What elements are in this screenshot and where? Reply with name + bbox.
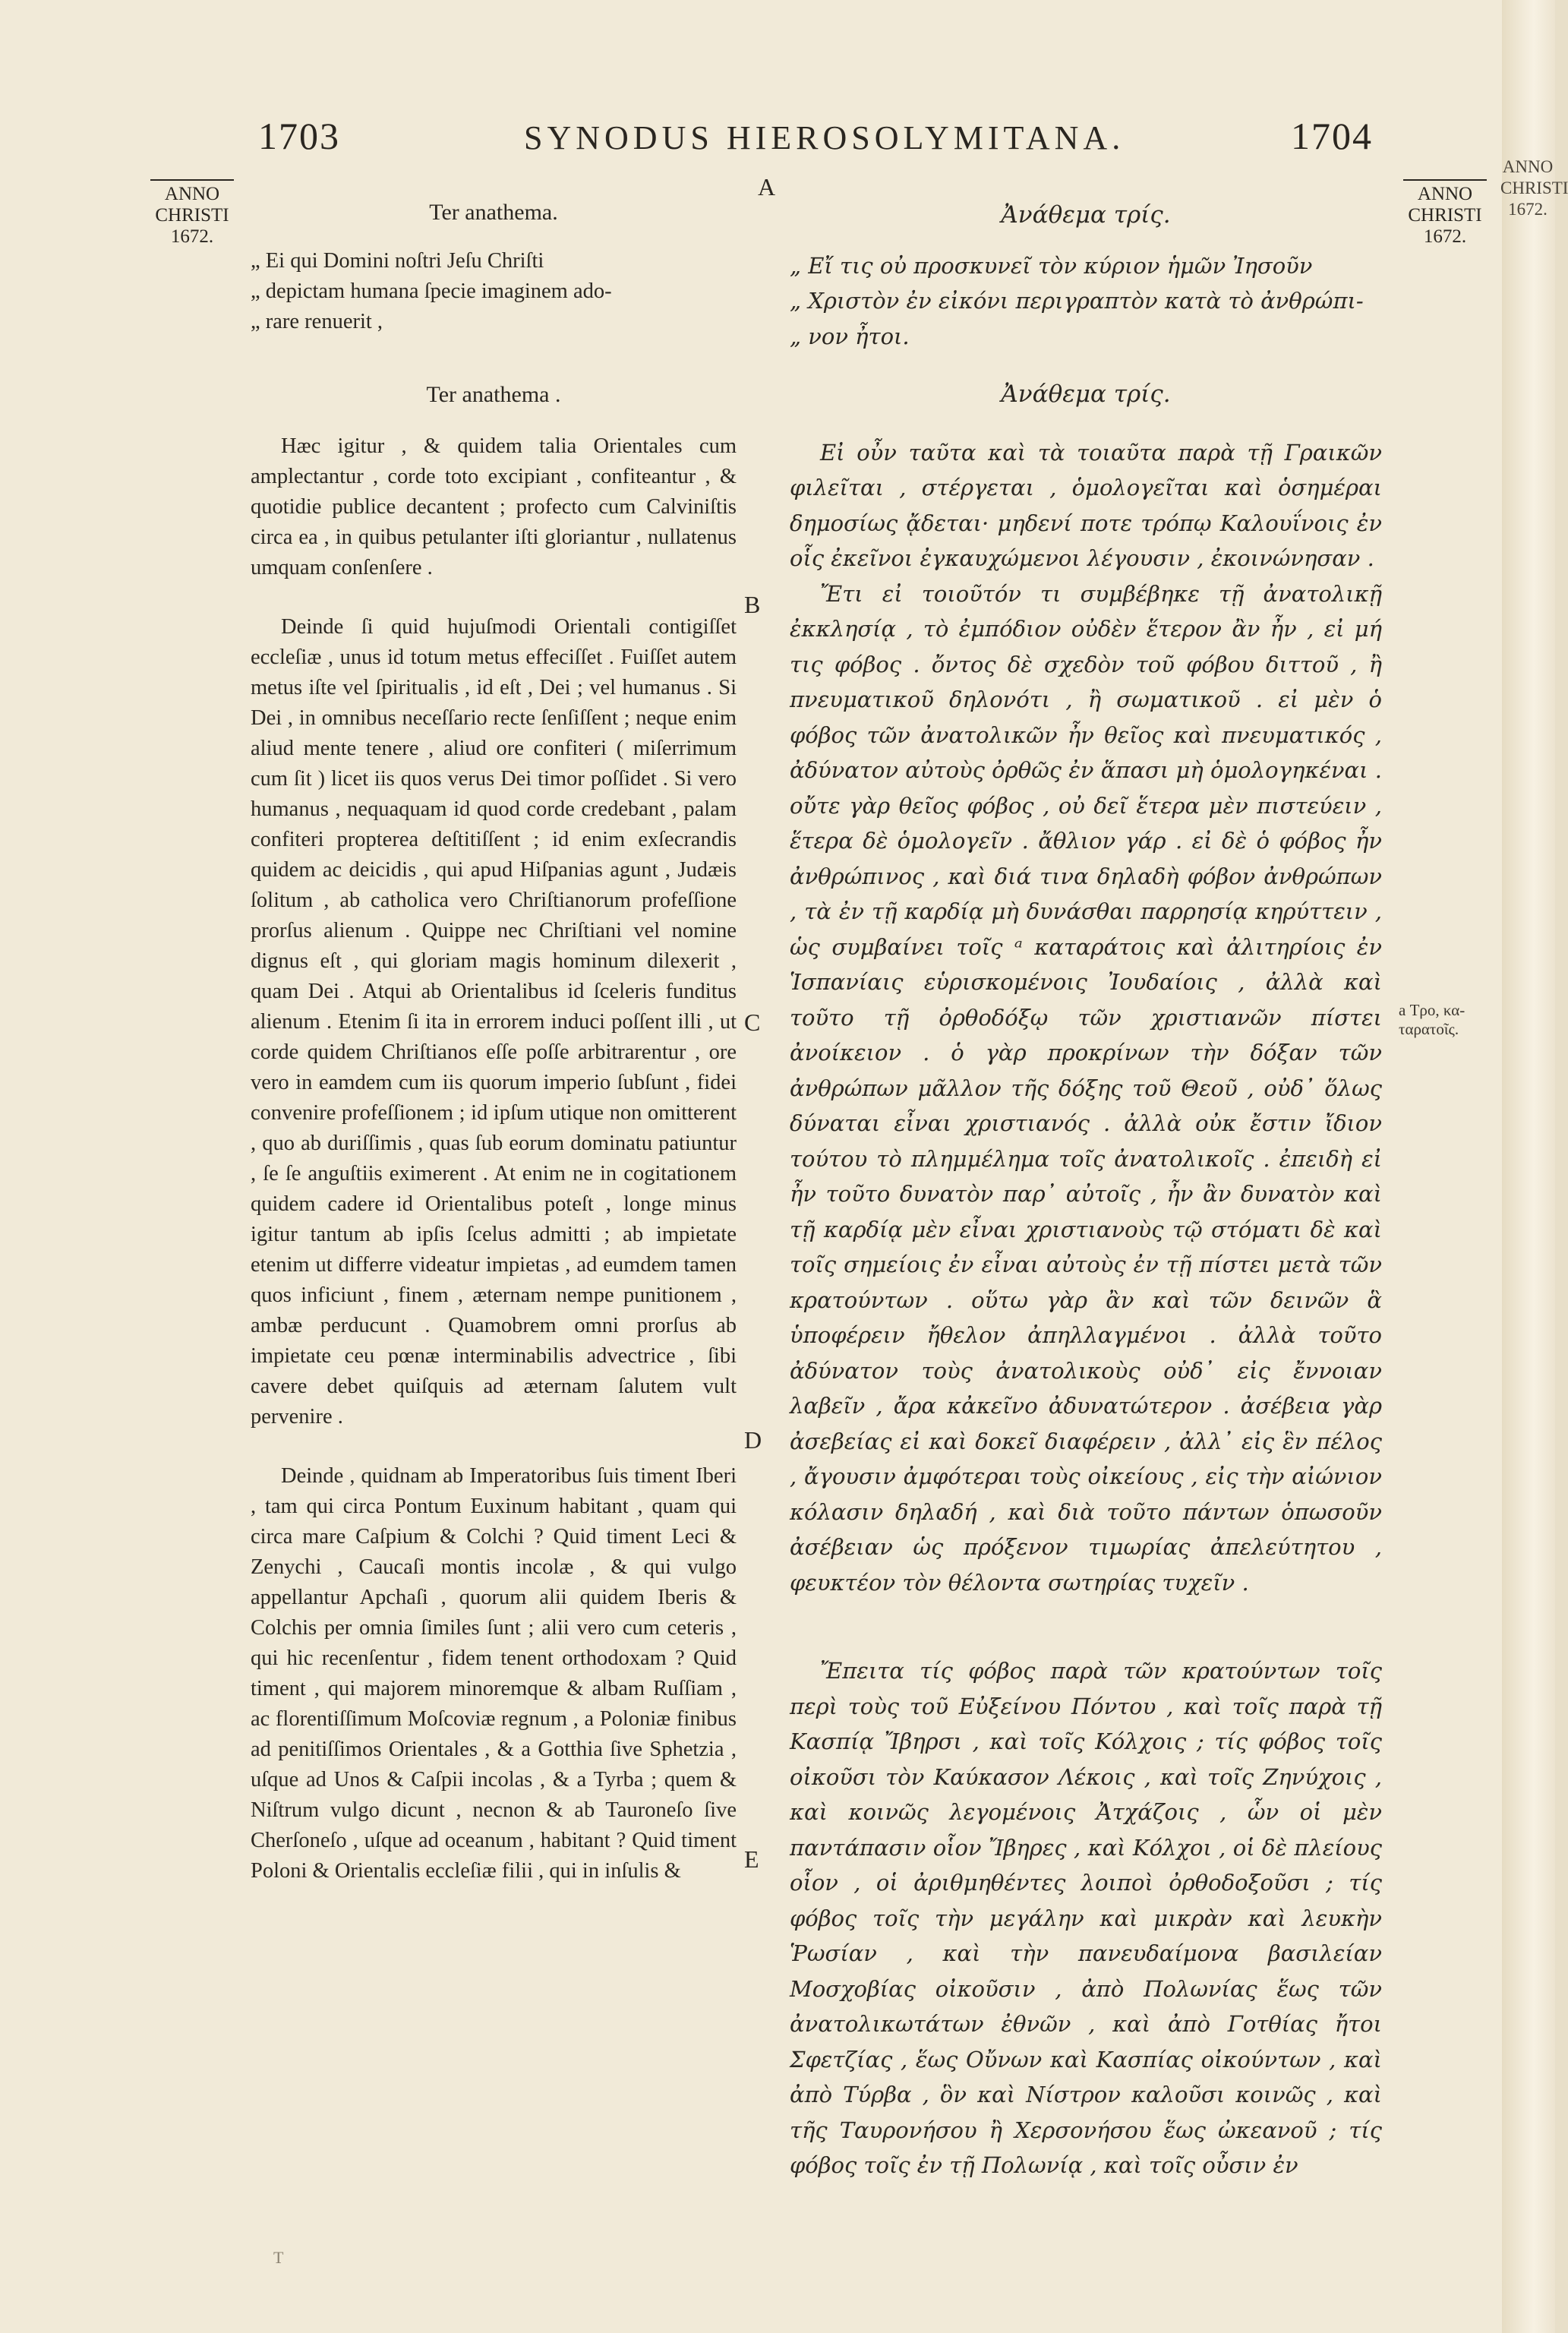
greek-column	[790, 197, 1382, 2183]
section-mark-b: B	[744, 591, 761, 618]
section-mark-c: C	[744, 1009, 761, 1036]
greek-heading-2: Ἀνάθεμα τρίς.	[1001, 380, 1171, 408]
page-number-right: 1704	[1291, 115, 1373, 157]
folio-mark: T	[273, 2248, 284, 2267]
page-number-left: 1703	[258, 115, 340, 157]
section-mark-a: A	[758, 173, 776, 200]
greek-quote-line: „ Εἴ τις οὐ προσκυνεῖ τὸν κύριον ἡμῶν Ἰησοῦν	[790, 252, 1313, 279]
section-mark-d: D	[744, 1426, 762, 1454]
latin-paragraph-2: Deinde ſi quid hujuſmodi Orientali contigiſſet eccleſiæ , unus id totum metus effeciſſet . Fuiſſet autem metus iſte vel ſpiritualis , id eſt , Dei ; vel humanus . Si Dei , in omnibus neceſſario recte ſenſiſſent ; neque enim aliud mente tenere , aliud ore confiteri ( miſerrimum cum ſit ) licet iis quos verus Dei timor poſſidet . Si vero humanus , nequaquam id quod corde credebant , palam confiteri propterea deſtitiſſent ; id enim exſecrandis quidem ac deicidis , qui apud Hiſpanias agunt , Judæis ſolitum , ab catholica vero Chriſtianorum profeſſione prorſus alienum . Quippe nec Chriſtiani vel nomine dignus eſt , qui gloriam magis hominum dilexerit , quam Dei . Atqui ab Orientalibus id ſceleris funditus alienum . Etenim ſi ita in errorem induci poſſent illi , ut corde quidem Chriſtianos eſſe poſſe arbitrarentur , ore vero in eamdem cum iis quorum imperio ſubſunt , fidei convenire profeſſionem ; id ipſum utique non omitterent , quo ab duriſſimis , quas ſub eorum dominatu patiuntur , ſe ſe anguſtiis eximerent . At enim ne in cogitationem quidem cadere id Orientalibus poteſt , longe minus igitur tantum ab ipſis ſcelus admitti ; ab impietate etenim ut differre videatur impietas , ad eumdem tamen quos inficiunt , finem , æternam nempe punitionem , ambæ perducunt . Quamobrem omni prorſus ab impietate ceu pœnæ interminabilis advectrice , ſibi cavere debet quiſquis ad æternam ſalutem vult pervenire .	[251, 615, 737, 1429]
running-title: SYNODUS HIEROSOLYMITANA.	[524, 119, 1125, 156]
side-note: a Τρο, κα-ταρατοῖς.	[1399, 1001, 1465, 1038]
margin-year-right: ANNO CHRISTI 1672.	[1396, 179, 1494, 248]
greek-paragraph-1: Εἰ οὖν ταῦτα καὶ τὰ τοιαῦτα παρὰ τῇ Γραικῶν φιλεῖται , στέργεται , ὁμολογεῖται καὶ ὁσημέραι δημοσίως ᾄδεται· μηδενί ποτε τρόπῳ Καλουΐνοις ἐν οἷς ἐκεῖνοι ἐγκαυχώμενοι λέγουσιν , ἐκοινώνησαν .	[790, 439, 1382, 571]
margin-year-left: ANNO CHRISTI 1672.	[135, 179, 249, 248]
greek-heading-1: Ἀνάθεμα τρίς.	[1001, 201, 1171, 229]
latin-quote-line: „ Ei qui Domini noſtri Jeſu Chriſti	[251, 249, 544, 273]
greek-paragraph-3: Ἔπειτα τίς φόβος παρὰ τῶν κρατούντων τοῖς περὶ τοὺς τοῦ Εὐξείνου Πόντου , καὶ τοῖς παρὰ τῇ Κασπίᾳ Ἴβηρσι , καὶ τοῖς Κόλχοις ; τίς φόβος τοῖς οἰκοῦσι τὸν Καύκασον Λέκοις , καὶ τοῖς Ζηνύχοις , καὶ κοινῶς λεγομένοις Ἀτχάζοις , ὧν οἱ μὲν παντάπασιν οἷον Ἴβηρες , καὶ Κόλχοι , οἱ δὲ πλείους οἷον , οἱ ἀριθμηθέντες λοιποὶ ὀρθοδοξοῦσι ; τίς φόβος τοῖς τὴν μεγάλην καὶ μικρὰν καὶ λευκὴν Ῥωσίαν , καὶ τὴν πανευδαίμονα βασιλείαν Μοσχοβίας οἰκοῦσιν , ἀπὸ Πολωνίας ἕως τῶν ἀνατολικωτάτων ἐθνῶν , καὶ ἀπὸ Γοτθίας ἤτοι Σφετζίας , ἕως Οὔνων καὶ Κασπίας οἰκούντων , καὶ ἀπὸ Τύρβα , ὃν καὶ Νίστρον καλοῦσι κοινῶς , καὶ τῆς Ταυρονήσου ἢ Χερσονήσου ἕως ὠκεανοῦ ; τίς φόβος τοῖς ἐν τῇ Πολωνίᾳ , καὶ τοῖς οὖσιν ἐν	[790, 1658, 1382, 2178]
greek-quote-line: „ Χριστὸν ἐν εἰκόνι περιγραπτὸν κατὰ τὸ ἀνθρώπι-	[790, 288, 1364, 314]
latin-paragraph-3: Deinde , quidnam ab Imperatoribus ſuis timent Iberi , tam qui circa Pontum Euxinum habitant , quam qui circa mare Caſpium & Colchi ? Quid timent Leci & Zenychi , Caucaſi montis incolæ , & qui vulgo appellantur Apchaſi , quorum alii quidem Iberis & Colchis per omnia ſimiles ſunt ; alii vero cum ceteris , qui hic recenſentur , fidem tenent orthodoxam ? Quid timent , qui majorem minoremque & albam Ruſſiam , ac florentiſſimum Moſcoviæ regnum , a Poloniæ finibus ad penitiſſimos Orientales , & a Gotthia ſive Sphetzia , uſque ad Unos & Caſpii incolas , & a Tyrba ; quem & Niſtrum vulgo dicunt , necnon & ab Tauroneſo ſive Cherſoneſo , uſque ad oceanum , habitant ? Quid timent Poloni & Orientalis eccleſiæ filii , qui in inſulis &	[251, 1464, 737, 1883]
greek-paragraph-2: Ἔτι εἰ τοιοῦτόν τι συμβέβηκε τῇ ἀνατολικῇ ἐκκλησίᾳ , τὸ ἐμπόδιον οὐδὲν ἕτερον ἂν ἦν , εἰ μή τις φόβος . ὄντος δὲ σχεδὸν τοῦ φόβου διττοῦ , ἢ πνευματικοῦ δηλονότι , ἢ σωματικοῦ . εἰ μὲν ὁ φόβος τῶν ἀνατολικῶν ἦν θεῖος καὶ πνευματικός , ἀδύνατον αὐτοὺς ὀρθῶς ἐν ἅπασι μὴ ὁμολογηκέναι . οὔτε γὰρ θεῖος φόβος , οὐ δεῖ ἕτερα μὲν πιστεύειν , ἕτερα δὲ ὁμολογεῖν . ἄθλιον γάρ . εἰ δὲ ὁ φόβος ἦν ἀνθρώπινος , καὶ διά τινα δηλαδὴ φόβον ἀνθρώπων , τὰ ἐν τῇ καρδίᾳ μὴ δυνάσθαι παρρησίᾳ κηρύττειν , ὡς συμβαίνει τοῖς ᵃ καταράτοις καὶ ἀλιτηρίοις ἐν Ἱσπανίαις εὑρισκομένοις Ἰουδαίοις , ἀλλὰ καὶ τοῦτο τῇ ὀρθοδόξῳ τῶν χριστιανῶν πίστει ἀνοίκειον . ὁ γὰρ προκρίνων τὴν δόξαν τῶν ἀνθρώπων μᾶλλον τῆς δόξης τοῦ Θεοῦ , οὐδ᾽ ὅλως δύναται εἶναι χριστιανός . ἀλλὰ οὐκ ἔστιν ἴδιον τούτου τὸ πλημμέλημα τοῖς ἀνατολικοῖς . ἐπειδὴ εἰ ἦν τοῦτο δυνατὸν παρ᾽ αὐτοῖς , ἦν ἂν δυνατὸν καὶ τῇ καρδίᾳ μὲν εἶναι χριστιανοὺς τῷ στόματι δὲ καὶ τοῖς σημείοις ἐν εἶναι αὐτοὺς ἐν τῇ πίστει μετὰ τῶν κρατούντων . οὕτω γὰρ ἂν καὶ τῶν δεινῶν ἃ ὑποφέρειν ἤθελον ἀπηλλαγμένοι . ἀλλὰ τοῦτο ἀδύνατον τοὺς ἀνατολικοὺς οὐδ᾽ εἰς ἔννοιαν λαβεῖν , ἄρα κἀκεῖνο ἀδυνατώτερον . ἀσέβεια γὰρ ἀσεβείας εἰ καὶ δοκεῖ διαφέρειν , ἀλλ᾽ εἰς ἓν πέλος , ἄγουσιν ἀμφότεραι τοὺς οἰκείους , εἰς τὴν αἰώνιον κόλασιν δηλαδή , καὶ διὰ τοῦτο πάντων ὁπωσοῦν ἀσέβειαν ὡς πρόξενον τιμωρίας ἀπελεύτητου , φευκτέον τὸν θέλοντα σωτηρίας τυχεῖν .	[790, 580, 1382, 1596]
section-mark-e: E	[744, 1845, 759, 1873]
latin-column	[251, 197, 737, 1886]
margin-rule	[1403, 179, 1487, 181]
margin-year-next-page: ANNO CHRISTI 1672.	[1500, 157, 1568, 219]
latin-heading-1: Ter anathema.	[429, 200, 558, 225]
latin-heading-2: Ter anathema .	[426, 382, 561, 407]
latin-quote-line: „ depictam humana ſpecie imaginem ado-	[251, 279, 612, 303]
latin-paragraph-1: Hæc igitur , & quidem talia Orientales cum amplectantur , corde toto excipiant , confiteantur , & quotidie publice decantent ; profecto cum Calviniſtis circa ea , in quibus petulanter iſti gloriantur , nullatenus umquam conſenſere .	[251, 434, 737, 579]
book-gutter	[1500, 0, 1568, 2333]
margin-rule	[150, 179, 234, 181]
latin-quote-line: „ rare renuerit ,	[251, 310, 383, 333]
greek-quote-line: „ νον ἦτοι.	[790, 323, 910, 349]
